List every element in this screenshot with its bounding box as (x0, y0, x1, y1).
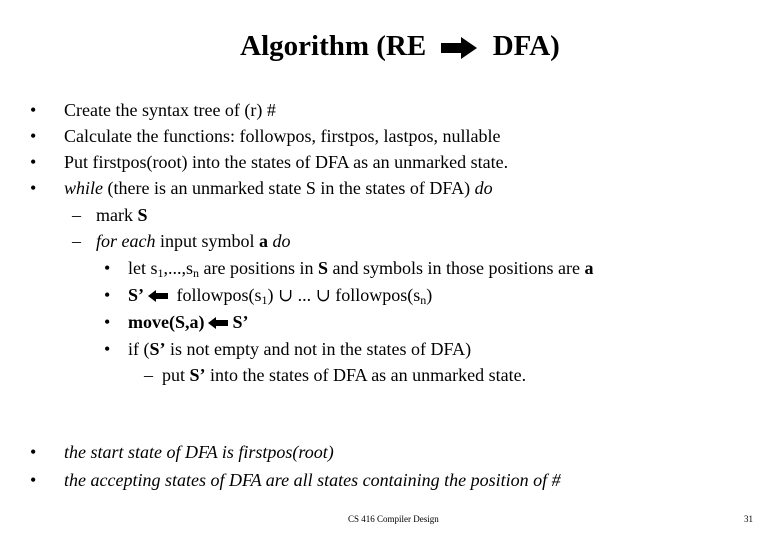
assign-sub-1: 1 (261, 293, 268, 307)
assign-sub-n: n (420, 293, 427, 307)
slide-title (0, 30, 780, 63)
move-a: move(S,a) (128, 312, 205, 332)
foreach-line (96, 230, 291, 252)
union-1: ∪ (278, 285, 294, 305)
foreach-a: a (259, 231, 268, 251)
assign-e: ) (426, 285, 433, 305)
footer-page-number: 31 (744, 514, 753, 524)
if-line (128, 338, 471, 360)
bullet-2: • (30, 126, 37, 146)
assign-a: followpos(s (172, 285, 262, 305)
bullet-text-3: Put firstpos(root) into the states of DFA as an unmarked state. (64, 152, 509, 172)
put-c: into the states of DFA as an unmarked state. (205, 365, 527, 385)
let-sub-n: n (193, 266, 200, 280)
note-bullet-1: • (30, 442, 37, 462)
let-c: are positions in (199, 258, 319, 278)
move-line (128, 311, 249, 333)
sub-bullet-1: • (104, 258, 111, 278)
while-line (64, 177, 493, 199)
sub-bullet-3: • (104, 312, 111, 332)
note-2-text: the accepting states of DFA are all states containing the position of # (64, 470, 561, 490)
left-arrow-icon (147, 289, 169, 303)
foreach-do: do (272, 231, 291, 251)
let-S: S (318, 258, 329, 278)
union-2: ∪ (315, 285, 331, 305)
mark-line (96, 204, 148, 226)
while-condition: (there is an unmarked state S in the states of DFA) (103, 178, 475, 198)
dash-2: – (72, 231, 81, 251)
mark-text: mark (96, 205, 138, 225)
footer-course: CS 416 Compiler Design (348, 514, 439, 524)
right-arrow-icon (439, 36, 479, 60)
let-line (128, 257, 594, 279)
note-1 (64, 441, 334, 463)
put-a: put (162, 365, 190, 385)
let-a-sym: a (584, 258, 594, 278)
dash-3: – (144, 365, 153, 385)
note-2 (64, 469, 561, 491)
let-sub-1: 1 (157, 266, 164, 280)
let-d: and symbols in those positions are (328, 258, 585, 278)
assign-line (128, 284, 432, 306)
bullet-text-2: Calculate the functions: followpos, firstpos, lastpos, nullable (64, 126, 501, 146)
put-b: S’ (189, 365, 206, 385)
dash-1: – (72, 205, 81, 225)
title-left: Algorithm (RE (240, 30, 427, 62)
sub-bullet-4: • (104, 339, 111, 359)
assign-d: followpos(s (330, 285, 421, 305)
bullet-4: • (30, 178, 37, 198)
put-line (162, 364, 526, 386)
title-right: DFA) (492, 30, 560, 62)
sub-bullet-2: • (104, 285, 111, 305)
note-bullet-2: • (30, 470, 37, 490)
let-a: let s (128, 258, 158, 278)
mark-s: S (137, 205, 148, 225)
assign-S: S’ (128, 285, 145, 305)
move-b: S’ (232, 312, 249, 332)
bullet-1: • (30, 100, 37, 120)
while-keyword: while (64, 178, 103, 198)
if-a: if ( (128, 339, 150, 359)
bullet-3: • (30, 152, 37, 172)
assign-b: ) (267, 285, 279, 305)
let-b: ,...,s (163, 258, 194, 278)
bullet-text-1: Create the syntax tree of (r) # (64, 100, 276, 120)
if-c: is not empty and not in the states of DFA) (165, 339, 472, 359)
left-arrow-icon (207, 316, 229, 330)
assign-c: ... (293, 285, 316, 305)
do-keyword: do (474, 178, 493, 198)
foreach-text: input symbol (155, 231, 259, 251)
note-1-text: the start state of DFA is firstpos(root) (64, 442, 334, 462)
foreach-keyword: for each (96, 231, 156, 251)
if-b: S’ (149, 339, 166, 359)
